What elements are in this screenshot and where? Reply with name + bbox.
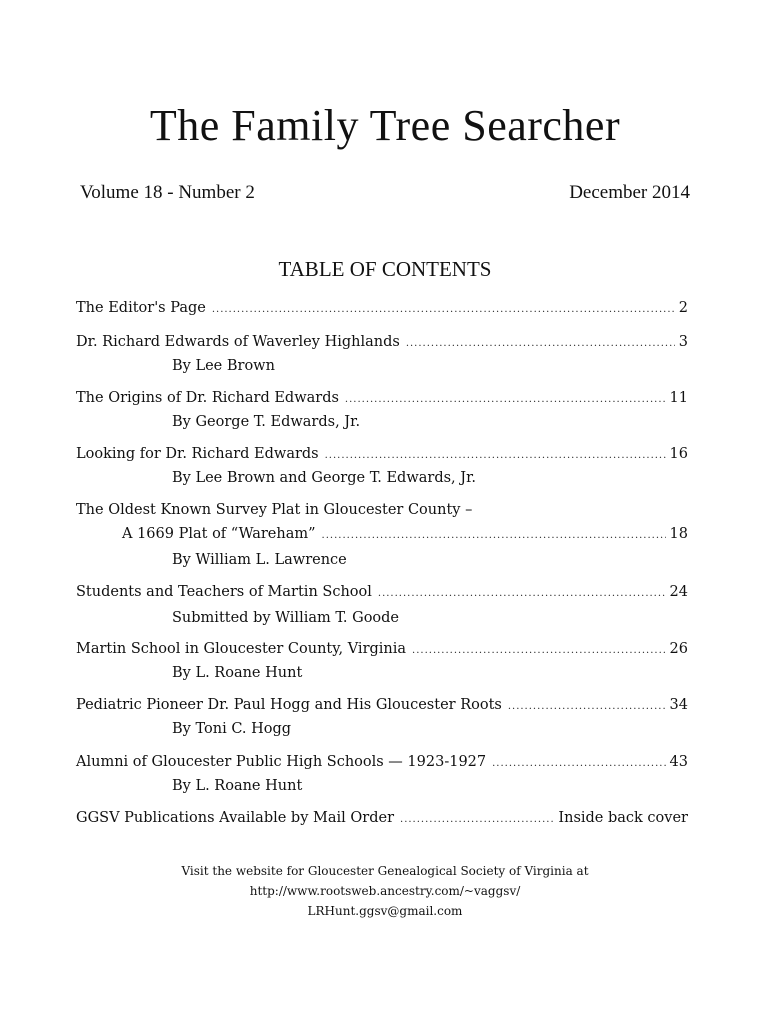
- dot-leader: [406, 332, 675, 356]
- toc-entry-page: 24: [669, 584, 688, 600]
- toc-entry-title: The Oldest Known Survey Plat in Gloucester County –: [76, 502, 473, 518]
- toc-entry: [76, 750, 688, 798]
- toc-entry: [76, 442, 688, 490]
- toc-entry-page: 2: [678, 300, 688, 316]
- dot-leader: [322, 524, 666, 548]
- dot-leader: [378, 582, 666, 606]
- toc-entry-author: By L. Roane Hunt: [172, 778, 303, 794]
- toc-entry-author: By William L. Lawrence: [172, 552, 347, 568]
- toc-entry-title: The Editor's Page: [76, 300, 206, 316]
- toc-entry: [76, 498, 688, 572]
- dot-leader: [412, 639, 666, 663]
- newsletter-title: The Family Tree Searcher: [149, 101, 621, 150]
- toc-entry-title: The Origins of Dr. Richard Edwards: [76, 390, 339, 406]
- footer: [0, 861, 770, 921]
- toc-entry: [76, 637, 688, 685]
- toc-entry-title: Students and Teachers of Martin School: [76, 584, 372, 600]
- toc-entry-page: 34: [669, 697, 688, 713]
- toc-entry-page: 11: [669, 390, 688, 406]
- toc-entry-title: Alumni of Gloucester Public High Schools — 1923-1927: [76, 754, 487, 770]
- toc-entry: [76, 693, 688, 741]
- toc-entry-page: 43: [669, 754, 688, 770]
- issue-date: December 2014: [569, 182, 690, 203]
- toc-entry-title: Pediatric Pioneer Dr. Paul Hogg and His Gloucester Roots: [76, 697, 502, 713]
- toc-entry-author: By Toni C. Hogg: [172, 721, 292, 737]
- toc-entry-subtitle: A 1669 Plat of “Wareham”: [122, 526, 316, 542]
- toc-entry: [76, 386, 688, 434]
- toc-entry-title: Martin School in Gloucester County, Virginia: [76, 641, 407, 657]
- dot-leader: [508, 695, 666, 719]
- toc-entry-author: By Lee Brown and George T. Edwards, Jr.: [172, 470, 477, 486]
- contact-email[interactable]: LRHunt.ggsv@gmail.com: [307, 904, 463, 918]
- toc-entry-title: GGSV Publications Available by Mail Order: [76, 810, 395, 826]
- toc-entry-page: 3: [678, 334, 688, 350]
- toc-entry-page: 26: [669, 641, 688, 657]
- toc-entry: [76, 330, 688, 378]
- toc-entry-author: By George T. Edwards, Jr.: [172, 414, 361, 430]
- toc-entry: [76, 296, 688, 320]
- dot-leader: [492, 752, 665, 776]
- toc-heading: TABLE OF CONTENTS: [278, 257, 492, 281]
- toc-entry: [76, 806, 688, 830]
- toc-entry-title: Dr. Richard Edwards of Waverley Highlands: [76, 334, 400, 350]
- toc-entry-author: Submitted by William T. Goode: [172, 610, 400, 626]
- dot-leader: [212, 298, 675, 322]
- toc-entry-author: By L. Roane Hunt: [172, 665, 303, 681]
- toc-entry-title: Looking for Dr. Richard Edwards: [76, 446, 319, 462]
- toc-entry-page: 18: [669, 526, 688, 542]
- toc-entry: [76, 580, 688, 630]
- website-link[interactable]: http://www.rootsweb.ancestry.com/~vaggsv/: [249, 884, 521, 898]
- footer-text: Visit the website for Gloucester Genealogical Society of Virginia at: [181, 864, 589, 878]
- dot-leader: [325, 444, 666, 468]
- toc-entry-author: By Lee Brown: [172, 358, 275, 374]
- toc-entry-page: 16: [669, 446, 688, 462]
- volume-number: Volume 18 - Number 2: [80, 182, 255, 203]
- dot-leader: [345, 388, 666, 412]
- toc-entry-page: Inside back cover: [558, 810, 688, 826]
- dot-leader: [400, 808, 554, 832]
